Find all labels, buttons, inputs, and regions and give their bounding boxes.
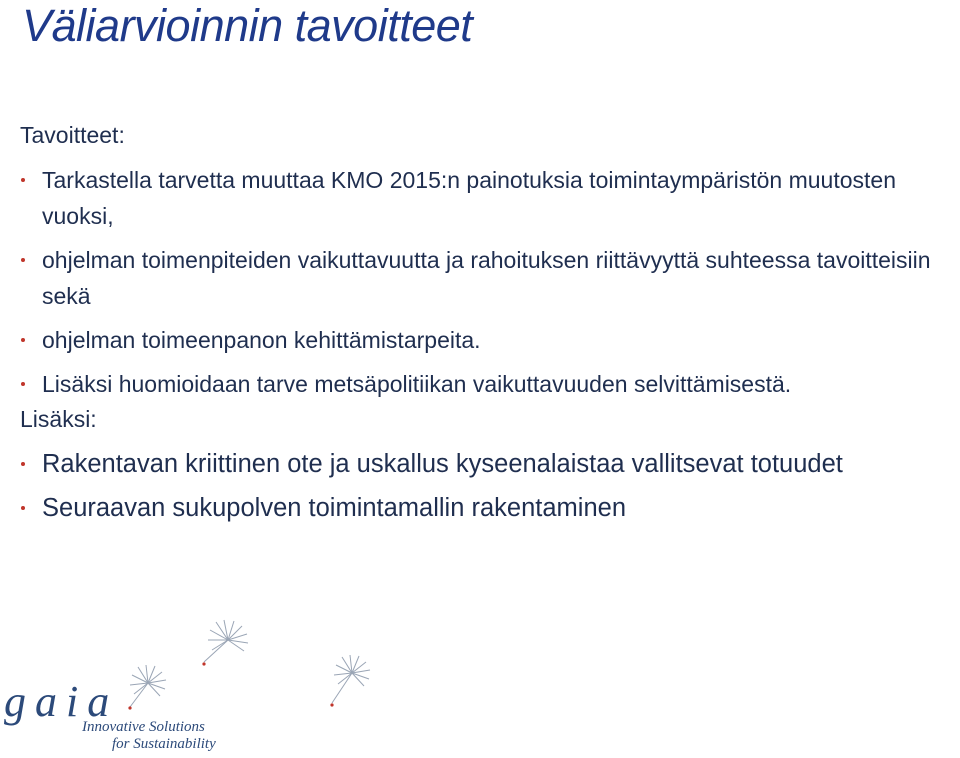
bullet-item: ohjelman toimenpiteiden vaikuttavuutta ja rahoituksen riittävyyttä suhteessa tavoitteisiin sekä bbox=[20, 242, 960, 314]
logo-tagline: Innovative Solutions bbox=[82, 719, 205, 735]
logo-tagline: for Sustainability bbox=[112, 736, 216, 752]
section-heading-additionally: Lisäksi: bbox=[20, 406, 97, 432]
bullet-item: Tarkastella tarvetta muuttaa KMO 2015:n painotuksia toimintaympäristön muutosten vuoksi, bbox=[20, 162, 960, 234]
bullet-item: Seuraavan sukupolven toimintamallin rakentaminen bbox=[20, 490, 960, 526]
section-heading-goals: Tavoitteet: bbox=[20, 122, 125, 148]
gaia-logo: gaia bbox=[4, 677, 119, 726]
bullet-item: Rakentavan kriittinen ote ja uskallus kyseenalaistaa vallitsevat totuudet bbox=[20, 446, 960, 482]
slide-title: Väliarvioinnin tavoitteet bbox=[22, 0, 473, 51]
bullet-item: Lisäksi huomioidaan tarve metsäpolitiikan vaikuttavuuden selvittämisestä. bbox=[20, 366, 960, 402]
bullet-item: ohjelman toimeenpanon kehittämistarpeita. bbox=[20, 322, 960, 358]
slide-content bbox=[20, 118, 960, 526]
